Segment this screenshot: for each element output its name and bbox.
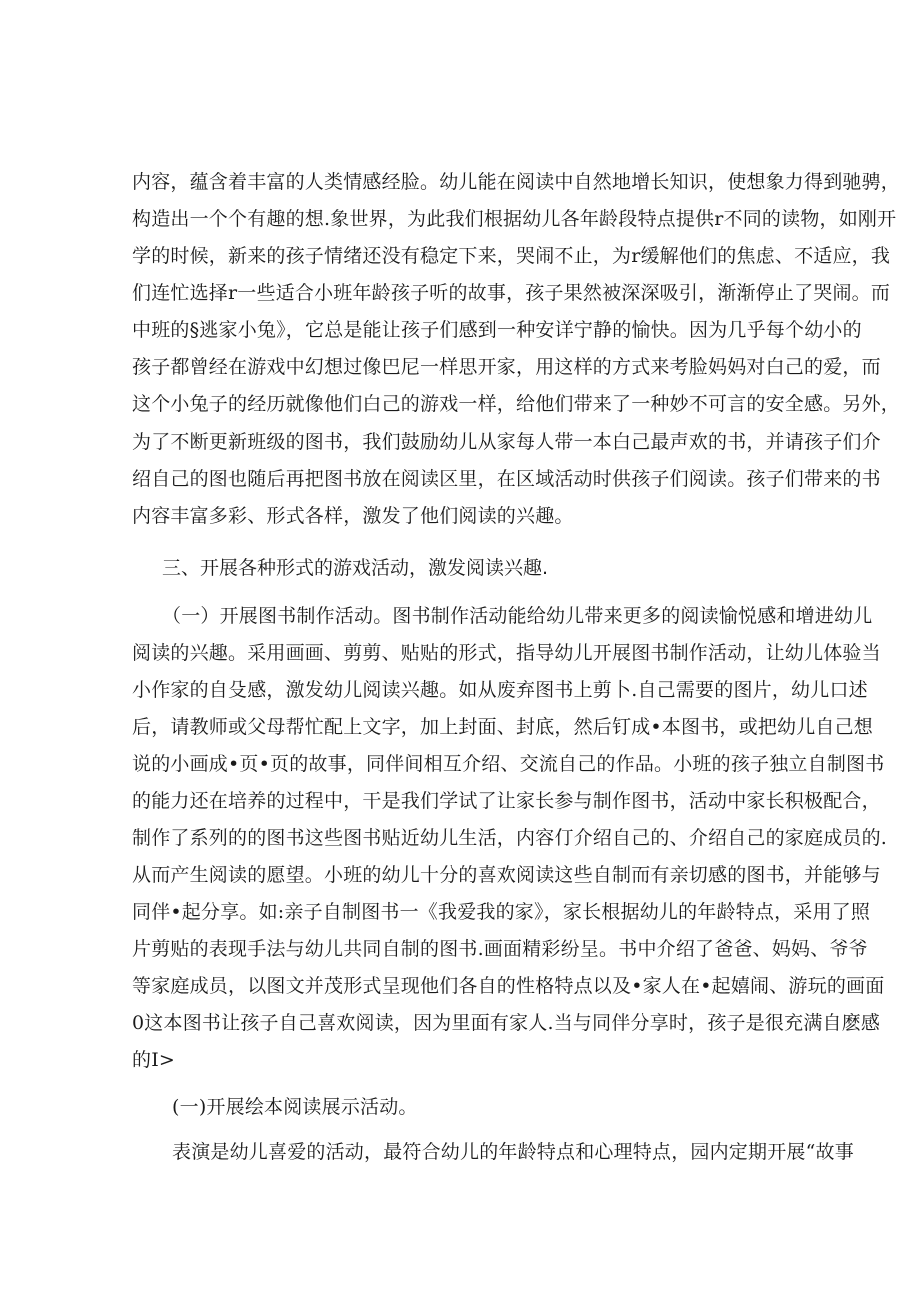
paragraph-line: 等家庭成员，以图文并茂形式呈现他们各自的性格特点以及•家人在•起嬉闹、游玩的画面: [132, 975, 885, 997]
paragraph-line: 内容，蕴含着丰富的人类情感经脸。幼儿能在阅读中自然地增长知识，使想象力得到驰骋，: [132, 171, 901, 193]
paragraph-line: 阅读的兴趣。采用画画、剪剪、贴贴的形式，指导幼儿开展图书制作活动，让幼儿体验当: [132, 642, 881, 664]
paragraph-line: 的能力还在培养的过程中，干是我们学试了让家长参与制作图书，活动中家长积极配合，: [132, 790, 881, 812]
paragraph-line: 同伴•起分享。如:亲子自制图书一《我爱我的家》，家长根据幼儿的年龄特点，采用了照: [132, 901, 871, 923]
paragraph-line: 小作家的自殳感，激发幼儿阅读兴趣。如从废弃图书上剪卜.自己需要的图片，幼儿口述: [132, 679, 868, 701]
paragraph-line: 表演是幼儿喜爱的活动，最符合幼儿的年龄特点和心理特点，园内定期开展“故事: [172, 1141, 854, 1163]
section-heading: 三、开展各种形式的游戏活动，激发阅读兴趣.: [162, 557, 549, 579]
paragraph-line: 们连忙选择r一些适合小班年龄孩子听的故事，孩子果然被深深吸引，渐渐停止了哭闹。而: [132, 282, 891, 304]
paragraph-line: 中班的§逃家小兔》，它总是能让孩子们感到一种安详宁静的愉快。因为几乎每个幼小的: [132, 319, 862, 341]
paragraph-line: 这个小兔子的经历就像他们白己的游戏一样，给他们带来了一种妙不可言的安全感。另外，: [132, 393, 901, 415]
paragraph-line: 0这本图书让孩子自己喜欢阅读，因为里面有家人.当与同伴分享时，孩子是很充满自麽感: [132, 1012, 881, 1034]
paragraph-line: 构造出一个个有趣的想.象世界，为此我们根据幼儿各年龄段特点提供r不同的读物，如刚开: [132, 208, 897, 230]
paragraph-line: （一）开展图书制作活动。图书制作活动能给幼儿带来更多的阅读愉悦感和增进幼儿: [162, 605, 873, 627]
paragraph-line: 说的小画成•页•页的故事，同伴间相互介绍、交流自己的作品。小班的孩子独立自制图书: [132, 753, 885, 775]
paragraph-line: 内容丰富多彩、形式各样，激发了他们阅读的兴趣。: [132, 505, 574, 527]
paragraph-line: 制作了系列的的图书这些图书贴近幼儿生活，内容仃介绍自己的、介绍自己的家庭成员的.: [132, 827, 888, 849]
paragraph-line: 从而产生阅读的愿望。小班的幼儿十分的喜欢阅读这些自制而有亲切感的图书，并能够与: [132, 864, 881, 886]
paragraph-line: 孩子都曾经在游戏中幻想过像巴尼一样思开家，用这样的方式来考脸妈妈对白己的爱，而: [132, 356, 881, 378]
paragraph-line: 后，请教师或父母帮忙配上文字，加上封面、封底，然后钉成•本图书，或把幼儿自己想: [132, 716, 874, 738]
paragraph-line: 的I>: [132, 1049, 176, 1071]
paragraph-line: 片剪贴的表现手法与幼儿共同自制的图书.画面精彩纷呈。书中介绍了爸爸、妈妈、爷爷: [132, 938, 868, 960]
subsection-heading: (一)开展绘本阅读展示活动。: [172, 1096, 418, 1118]
paragraph-line: 绍自己的图也随后再把图书放在阅读区里，在区域活动时供孩子们阅读。孩子们带来的书: [132, 468, 881, 490]
paragraph-line: 学的时候，新来的孩子情绪还没有稳定下来，哭闹不止，为r缓解他们的焦虑、不适应，我: [132, 245, 891, 267]
paragraph-line: 为了不断更新班级的图书，我们鼓励幼儿从家每人带一本白己最声欢的书，并请孩子们介: [132, 431, 881, 453]
